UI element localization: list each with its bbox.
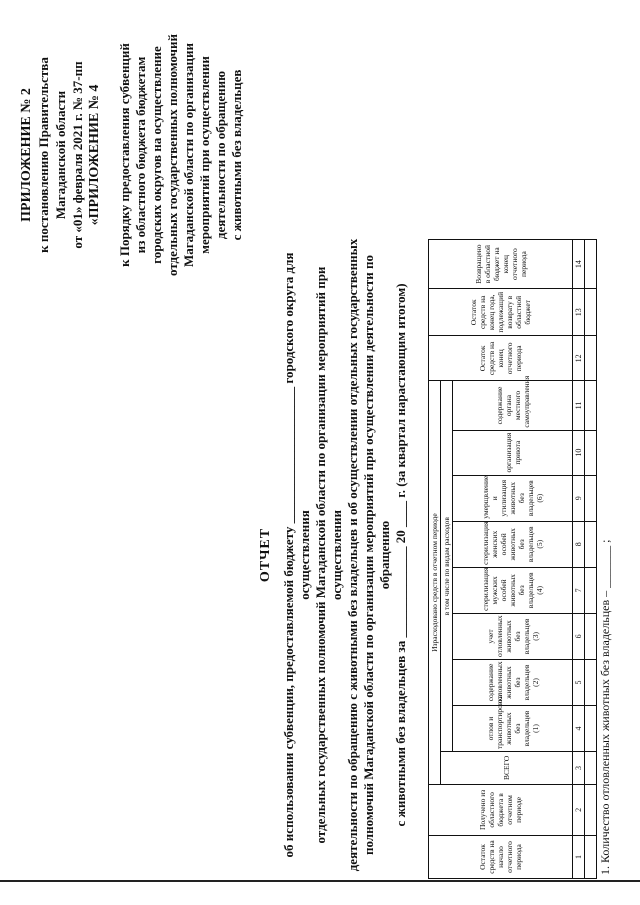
expense-cell: умерщвление и утилизация животных без владельцев (6) [453, 475, 573, 521]
appendix-line: Магаданской области [53, 90, 68, 220]
number-cell: 13 [573, 289, 585, 336]
order-line: деятельности по обращению [213, 70, 228, 240]
numbering-row [573, 240, 585, 879]
report-line: отдельных государственных полномочий Магаданской области по организации мероприятий при осуществлении [313, 266, 344, 844]
header-cell: Остаток средств на начало отчетного периода [429, 836, 573, 879]
expense-cell: содержание отловленных животных без владельцев (2) [453, 659, 573, 705]
data-cell [585, 567, 597, 613]
data-cell [585, 659, 597, 705]
data-cell [585, 381, 597, 430]
report-line: полномочий Магаданской области по организации мероприятий при осуществлении деятельности по обращению [361, 254, 392, 856]
order-line: мероприятий при осуществлении [197, 56, 212, 254]
header-row [429, 240, 441, 879]
expense-cell: отлов и транспортировка животных без владельцев (1) [453, 706, 573, 752]
report-line: с животными без владельцев за ______________ 20 ____ г. (за квартал нарастающим итогом) [393, 283, 408, 827]
number-cell: 5 [573, 659, 585, 705]
report-description [281, 225, 409, 885]
data-cell [585, 289, 597, 336]
appendix-title: ПРИЛОЖЕНИЕ № 2 [19, 88, 34, 222]
report-title: ОТЧЕТ [258, 527, 273, 583]
number-cell: 7 [573, 567, 585, 613]
expense-cell: стерилизация мужских особей животных без владельцев (4) [453, 567, 573, 613]
header-cell: Израсходовано средств в отчетном периоде [429, 381, 441, 784]
order-line: отдельных государственных полномочий [165, 34, 180, 276]
order-line: с животными без владельцев [229, 69, 244, 241]
header-cell: Получено из областного бюджета в отчетном периоде [429, 784, 573, 835]
expense-cell: организация приюта [453, 430, 573, 475]
report-table [428, 239, 597, 879]
header-cell: ВСЕГО [441, 752, 573, 785]
header-cell: Остаток средств на конец отчетного периода [429, 336, 573, 381]
order-line: Магаданской области по организации [181, 43, 196, 267]
data-cell [585, 752, 597, 785]
number-cell: 14 [573, 240, 585, 289]
number-cell: 12 [573, 336, 585, 381]
expense-cell: содержание органа местного самоуправления [453, 381, 573, 430]
number-cell: 6 [573, 613, 585, 659]
header-cell: в том числе по видам расходов [441, 381, 453, 752]
order-line: городских округов на осуществление [149, 46, 164, 264]
footnote: 1. Количество отловленных животных без владельцев – _______ ; [598, 539, 612, 875]
number-cell: 11 [573, 381, 585, 430]
appendix-date: от «01» февраля 2021 г. № 37-пп [70, 61, 85, 249]
expense-cell: стерилизация женских особей животных без владельцев (5) [453, 521, 573, 567]
appendix-4-title: «ПРИЛОЖЕНИЕ № 4 [87, 84, 102, 226]
appendix-block [18, 5, 245, 305]
data-cell [585, 475, 597, 521]
data-row [585, 240, 597, 879]
report-line: деятельности по обращению с животными без владельцев и об осуществлении отдельных государственных [345, 238, 360, 872]
number-cell: 9 [573, 475, 585, 521]
number-cell: 2 [573, 784, 585, 835]
data-cell [585, 784, 597, 835]
order-text [117, 5, 245, 305]
header-cell: Возвращено в областной бюджет на конец отчетного периода [429, 240, 573, 289]
number-cell: 4 [573, 706, 585, 752]
expense-cell: учет отловленных животных без владельцев (3) [453, 613, 573, 659]
number-cell: 8 [573, 521, 585, 567]
data-cell [585, 430, 597, 475]
data-cell [585, 240, 597, 289]
number-cell: 1 [573, 836, 585, 879]
data-cell [585, 706, 597, 752]
order-line: из областного бюджета бюджетам [133, 56, 148, 254]
number-cell: 3 [573, 752, 585, 785]
appendix-line: к постановлению Правительства [36, 57, 51, 253]
number-cell: 10 [573, 430, 585, 475]
report-line: об использовании субвенции, предоставляемой бюджету _____________________ городского округа для осуществления [281, 252, 312, 858]
data-cell [585, 613, 597, 659]
header-cell: Остаток средств на конец года, подлежащий возврату в областной бюджет [429, 289, 573, 336]
data-cell [585, 336, 597, 381]
data-cell [585, 836, 597, 879]
data-cell [585, 521, 597, 567]
order-line: к Порядку предоставления субвенций [117, 43, 132, 267]
